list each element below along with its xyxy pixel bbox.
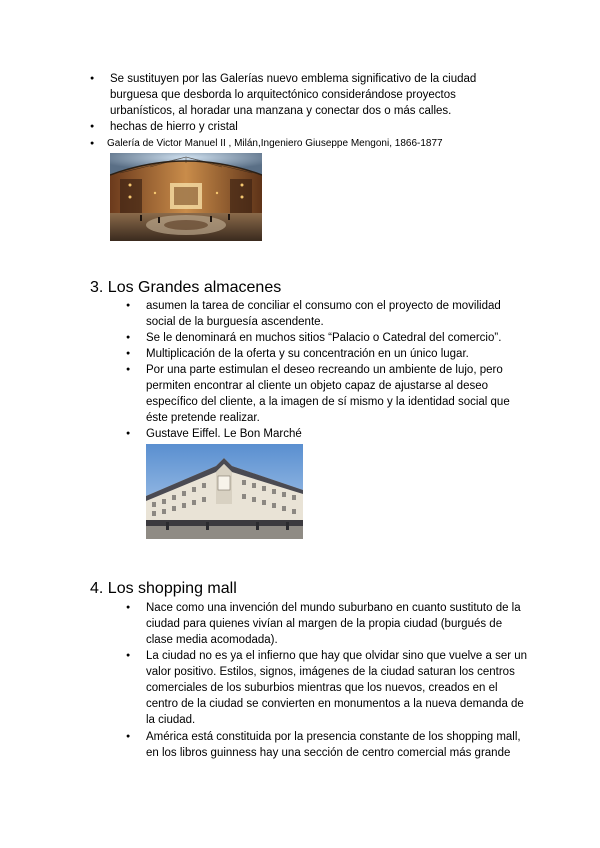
list-item: ● asumen la tarea de conciliar el consumo con el proyecto de movilidad social de la burguesía ascendente. [146,298,531,330]
section-heading-almacenes: 3. Los Grandes almacenes [90,279,282,296]
list-item: ● América está constituida por la presencia constante de los shopping mall, en los libros guinness hay una sección de centro comercial más grande [146,729,531,761]
list-item: ● hechas de hierro y cristal [110,119,510,135]
list-item: ● Nace como una invención del mundo suburbano en cuanto sustituto de la ciudad para quienes vivían al margen de la propia ciudad (burgués de clase media acomodada). [146,600,531,648]
bon-marche-photo [146,444,303,539]
galleria-photo [110,153,262,241]
list-item: ● Galería de Victor Manuel II , Milán,Ingeniero Giuseppe Mengoni, 1866-1877 [107,136,527,152]
section-heading-mall: 4. Los shopping mall [90,580,237,597]
list-item: ● Por una parte estimulan el deseo recreando un ambiente de lujo, pero permiten encontrar al cliente un objeto capaz de ajustarse al deseo específico del cliente, a la imagen de sí mismo y la identidad social que éste pretende realizar. [146,362,531,426]
list-item: ● Multiplicación de la oferta y su concentración en un único lugar. [146,346,531,362]
list-item: ● Gustave Eiffel. Le Bon Marché [146,426,531,442]
list-item: ● Se le denominará en muchos sitios “Palacio o Catedral del comercio”. [146,330,531,346]
list-item: ● Se sustituyen por las Galerías nuevo emblema significativo de la ciudad burguesa que desborda lo arquitectónico considerándose proyectos urbanísticos, al horadar una manzana y conectar dos o más calles. [110,71,506,119]
list-item: ● La ciudad no es ya el infierno que hay que olvidar sino que vuelve a ser un valor positivo. Estilos, signos, imágenes de la ciudad saturan los centros comerciales de los suburbios mientras que los nuevos, creados en el centro de la ciudad se convierten en monumentos a la nueva demanda de la ciudad. [146,648,531,728]
